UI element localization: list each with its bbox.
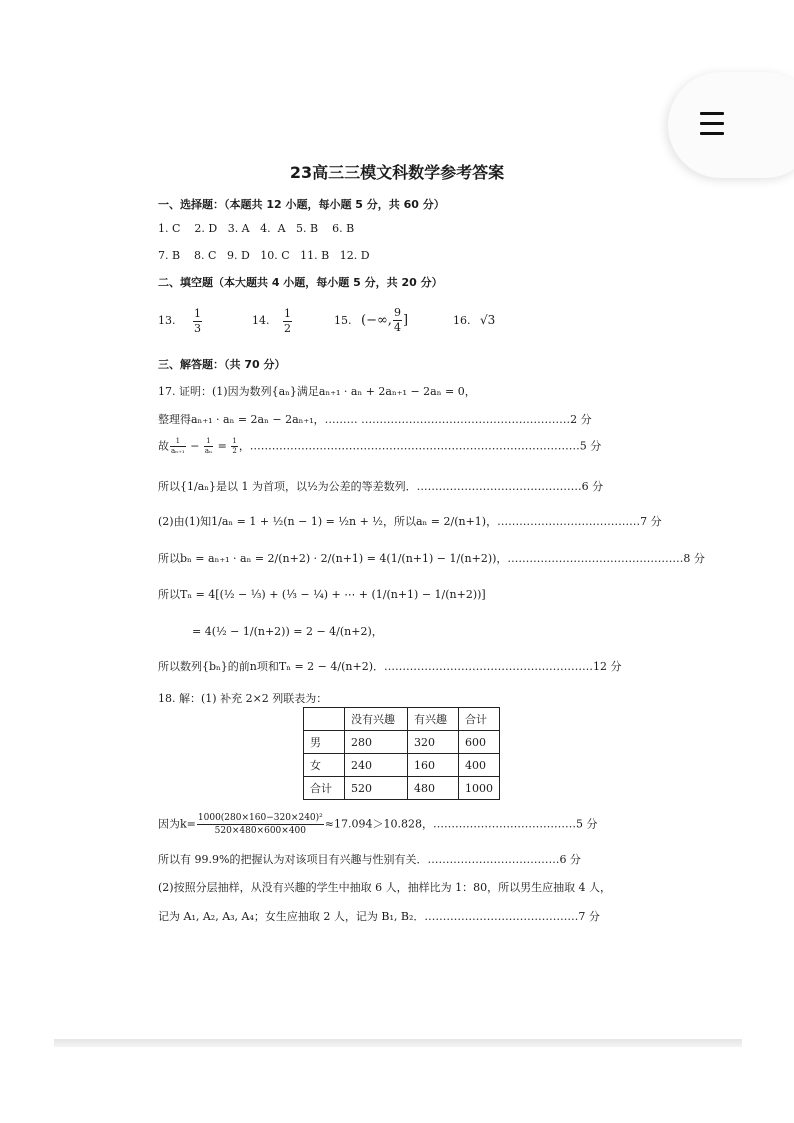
contingency-table	[303, 707, 500, 800]
table-cell: 320	[408, 731, 459, 754]
p17-line2: 整理得aₙ₊₁ · aₙ = 2aₙ − 2aₙ₊₁，……… …………………………………………………2 分	[158, 413, 592, 426]
p17-line9: 所以数列{bₙ}的前n项和Tₙ = 2 − 4/(n+2)．…………………………………………………12 分	[158, 660, 622, 673]
table-cell: 160	[408, 754, 459, 777]
table-cell: 280	[345, 731, 408, 754]
table-cell: 400	[459, 754, 500, 777]
section1-heading: 一、选择题：（本题共 12 小题，每小题 5 分，共 60 分）	[158, 198, 445, 211]
table-header-row	[304, 708, 500, 731]
choice-answers-row2: 7. B 8. C 9. D 10. C 11. B 12. D	[158, 249, 370, 262]
p18-line3: 所以有 99.9%的把握认为对该项目有兴趣与性别有关．………………………………6 分	[158, 853, 581, 866]
table-row	[304, 731, 500, 754]
table-header-cell	[304, 708, 345, 731]
q16-answer: √3	[480, 313, 496, 327]
p18-line4: (2)按照分层抽样，从没有兴趣的学生中抽取 6 人，抽样比为 1：80，所以男生应抽取 4 人，	[158, 881, 612, 894]
p17-line7: 所以Tₙ = 4[(½ − ⅓) + (⅓ − ¼) + ⋯ + (1/(n+1) − 1/(n+2))]	[158, 588, 486, 601]
table-cell: 480	[408, 777, 459, 800]
p17-line6: 所以bₙ = aₙ₊₁ · aₙ = 2/(n+2) · 2/(n+1) = 4(1/(n+1) − 1/(n+2))，…………………………………………8 分	[158, 552, 705, 565]
section2-heading: 二、填空题（本大题共 4 小题，每小题 5 分，共 20 分）	[158, 276, 443, 289]
section3-heading: 三、解答题：（共 70 分）	[158, 358, 286, 371]
q16-label: 16.	[453, 314, 471, 327]
q13-label: 13.	[158, 314, 176, 327]
page-title: 23高三三模文科数学参考答案	[289, 163, 505, 182]
table-cell: 女	[304, 754, 345, 777]
hamburger-menu-icon[interactable]	[700, 110, 724, 138]
table-row	[304, 777, 500, 800]
table-row	[304, 754, 500, 777]
p18-line2: 因为k= $\frac{\text{1000(280×160−320×240)²}}{520\times 480\times 600\times 400}$ ≈17.094＞10.828，…………………………………5 分	[158, 813, 598, 836]
p17-line4: 所以{1/aₙ}是以 1 为首项，以½为公差的等差数列．………………………………………6 分	[158, 480, 604, 493]
table-cell: 240	[345, 754, 408, 777]
q15-label: 15.	[334, 314, 352, 327]
q13-answer: $\frac{1}{3}$	[194, 306, 201, 335]
page-bottom-edge	[54, 1039, 742, 1047]
table-header-cell: 没有兴趣	[345, 708, 408, 731]
table-cell: 1000	[459, 777, 500, 800]
table-header-cell: 有兴趣	[408, 708, 459, 731]
table-cell: 600	[459, 731, 500, 754]
p17-line8: = 4(½ − 1/(n+2)) = 2 − 4/(n+2)，	[192, 625, 383, 638]
p18-line1: 18. 解：(1) 补充 2×2 列联表为：	[158, 692, 328, 705]
p17-line5: (2)由(1)知1/aₙ = 1 + ½(n − 1) = ½n + ½，所以aₙ = 2/(n+1)，…………………………………7 分	[158, 515, 662, 528]
fill-answers	[158, 306, 495, 336]
choice-answers-row1: 1. C 2. D 3. A 4. A 5. B 6. B	[158, 222, 355, 235]
table-cell: 合计	[304, 777, 345, 800]
table-header-cell: 合计	[459, 708, 500, 731]
q14-answer: $\frac{1}{2}$	[284, 306, 291, 335]
p17-line3: 故 $\frac{1}{\text{aₙ₊₁}}$ − $\frac{1}{\text{aₙ}}$ = $\frac{1}{2}$ ，………………………………………………………………………………5 分	[158, 437, 602, 455]
p17-line1: 17. 证明：(1)因为数列{aₙ}满足aₙ₊₁ · aₙ + 2aₙ₊₁ − 2aₙ = 0，	[158, 385, 476, 398]
table-cell: 520	[345, 777, 408, 800]
q14-label: 14.	[252, 314, 270, 327]
p18-line5: 记为 A₁, A₂, A₃, A₄；女生应抽取 2 人，记为 B₁, B₂．……………………………………7 分	[158, 910, 600, 923]
q15-answer: (−∞, $\frac{9}{4}$ ]	[361, 306, 409, 334]
table-cell: 男	[304, 731, 345, 754]
